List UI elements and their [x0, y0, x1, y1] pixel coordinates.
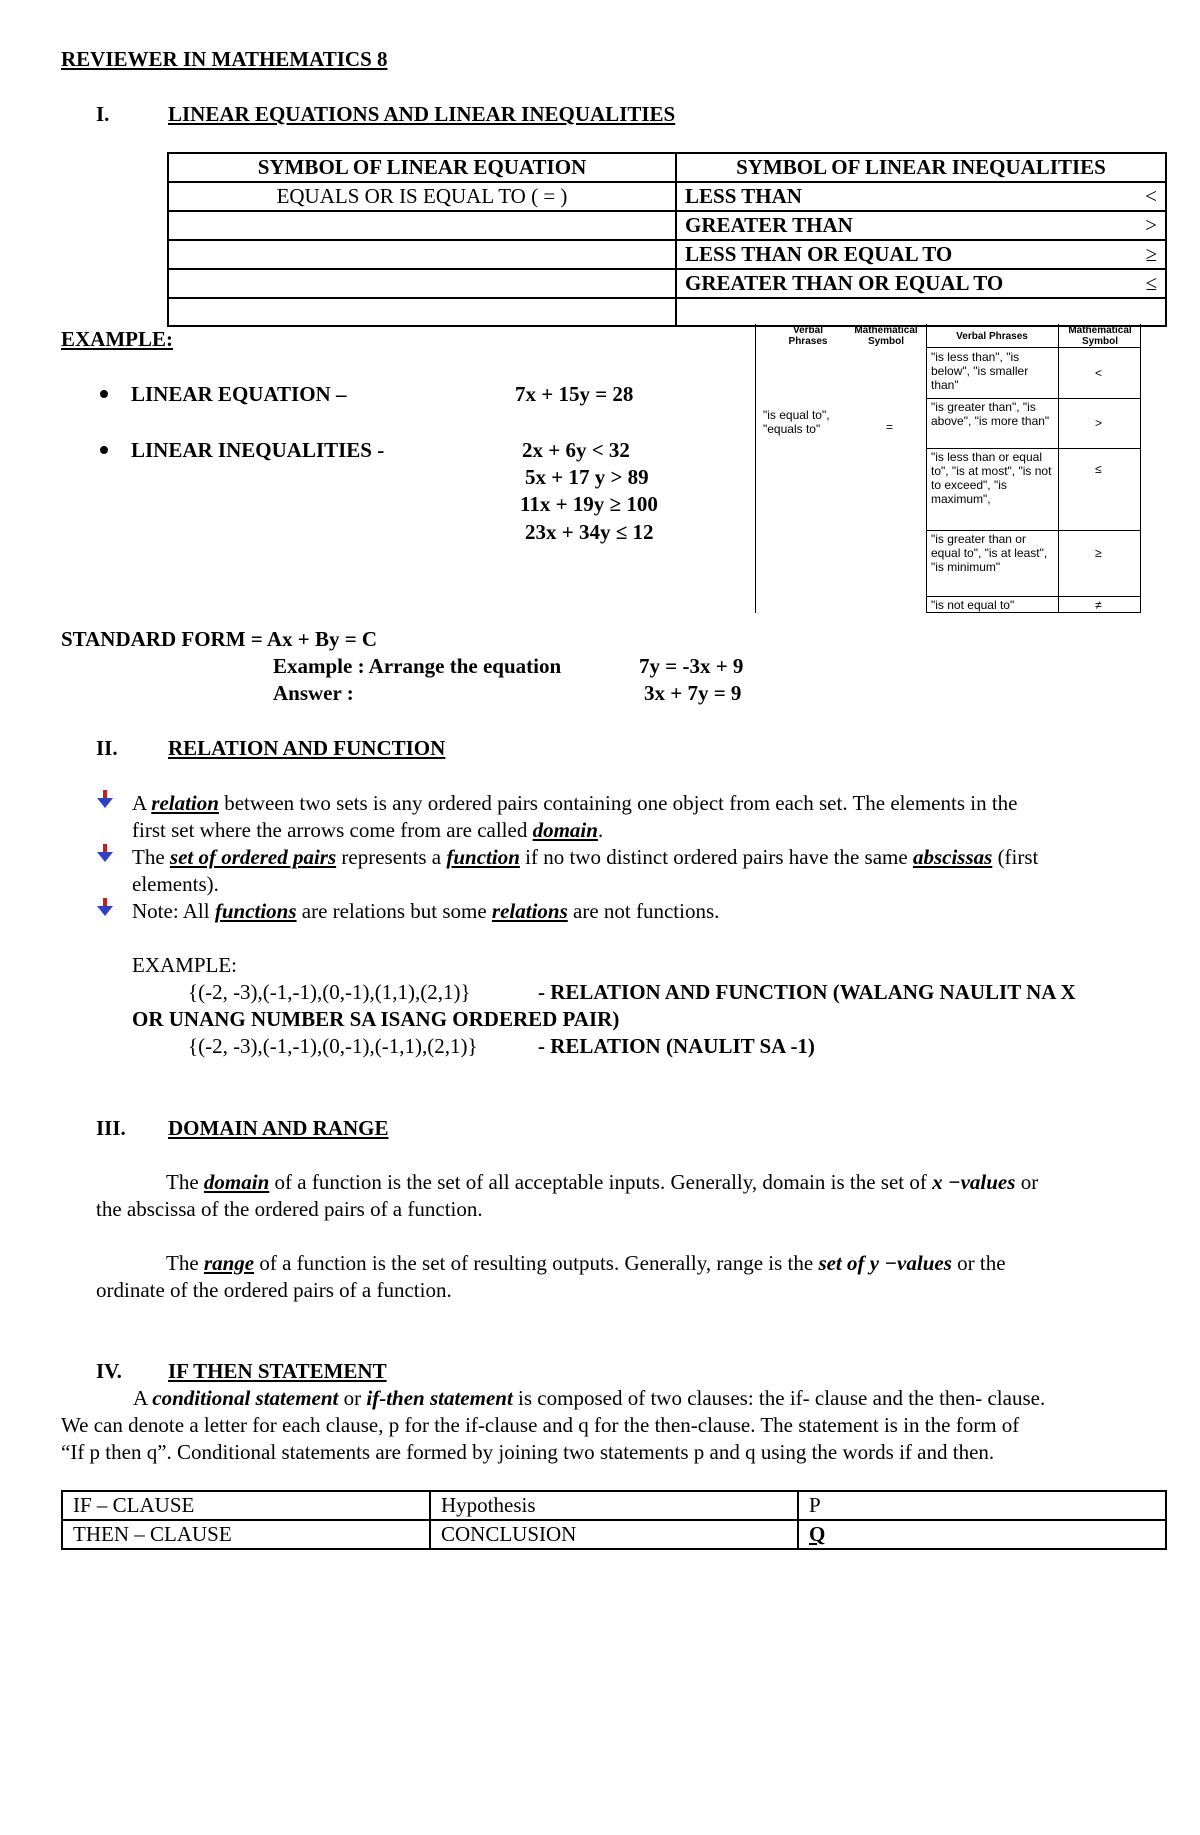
table-row-greater-equal: GREATER THAN OR EQUAL TO ≤	[676, 269, 1166, 298]
conclusion-cell: CONCLUSION	[430, 1520, 798, 1549]
verbal-row-symbol: ≤	[1095, 462, 1102, 476]
term-domain-def: domain	[203, 1170, 270, 1194]
std-answer-value: 3x + 7y = 9	[644, 681, 742, 705]
term-abscissas: abscissas	[912, 845, 993, 869]
term-if-then-statement: if-then statement	[366, 1386, 513, 1410]
table-cell-empty	[168, 211, 676, 240]
term-range: range	[203, 1251, 255, 1275]
section-2-number: II.	[96, 736, 118, 760]
term-relations: relations	[491, 899, 568, 923]
std-answer-label: Answer :	[273, 681, 354, 705]
arrow-down-icon	[97, 790, 113, 808]
section-2-heading: RELATION AND FUNCTION	[168, 736, 446, 760]
term-domain: domain	[532, 818, 598, 842]
arrow-down-icon	[97, 898, 113, 916]
verbal-left-symbol: =	[886, 420, 894, 434]
section-4-number: IV.	[96, 1359, 122, 1383]
inequality-3: 11x + 19y ≥ 100	[520, 492, 658, 516]
linear-equation-label: LINEAR EQUATION –	[131, 382, 347, 406]
example-1-set: {(-2, -3),(-1,-1),(0,-1),(1,1),(2,1)}	[188, 980, 471, 1004]
verbal-row-symbol: >	[1095, 416, 1103, 430]
inequality-4: 23x + 34y ≤ 12	[525, 520, 654, 544]
table-cell-empty	[676, 298, 1166, 326]
example-1-desc: - RELATION AND FUNCTION (WALANG NAULIT NA X	[538, 980, 1076, 1004]
verbal-row-phrases: "is less than or equal to", "is at most", "is not to exceed", "is maximum",	[931, 450, 1052, 506]
table-row-greater-than: GREATER THAN >	[676, 211, 1166, 240]
table-cell-empty	[168, 269, 676, 298]
verbal-header-2: Mathematical Symbol	[854, 325, 918, 347]
note-paragraph: Note: All functions are relations but some relations are not functions.	[132, 899, 720, 923]
example-label-2: EXAMPLE:	[132, 953, 237, 977]
term-functions: functions	[214, 899, 297, 923]
linear-inequalities-label: LINEAR INEQUALITIES -	[131, 438, 385, 462]
standard-form: STANDARD FORM = Ax + By = C	[61, 627, 378, 651]
inequality-1: 2x + 6y < 32	[522, 438, 630, 462]
table-row-less-than: LESS THAN <	[676, 182, 1166, 211]
page-title: REVIEWER IN MATHEMATICS 8	[61, 47, 388, 71]
example-label: EXAMPLE:	[61, 327, 173, 351]
if-clause-cell: IF – CLAUSE	[62, 1491, 430, 1520]
range-paragraph: The range of a function is the set of resulting outputs. Generally, range is the set of y −values or the ordinate of the ordered pairs of a function.	[96, 1251, 1006, 1302]
section-1-heading: LINEAR EQUATIONS AND LINEAR INEQUALITIES	[168, 102, 676, 126]
table-head-inequalities: SYMBOL OF LINEAR INEQUALITIES	[676, 153, 1166, 182]
section-3-heading: DOMAIN AND RANGE	[168, 1116, 389, 1140]
table-head-equation: SYMBOL OF LINEAR EQUATION	[168, 153, 676, 182]
table-cell-empty	[168, 298, 676, 326]
verbal-row-symbol: ≠	[1095, 598, 1102, 612]
verbal-header-4: Mathematical Symbol	[1068, 325, 1132, 347]
conditional-paragraph: A conditional statement or if-then statement is composed of two clauses: the if- clause and the then- clause. We can denote a letter for each clause, p for the if-clause and q for the then-clause. The statement is in the form of “If p then q”. Conditional statements are formed by joining two statements p and q using the words if and then.	[61, 1386, 1046, 1464]
verbal-row-phrases: "is greater than", "is above", "is more than"	[931, 400, 1050, 428]
verbal-row-phrases: "is less than", "is below", "is smaller than"	[931, 350, 1029, 392]
term-y-values: set of y −values	[818, 1251, 952, 1275]
example-2-desc: - RELATION (NAULIT SA -1)	[538, 1034, 815, 1058]
table-cell-equals: EQUALS OR IS EQUAL TO ( = )	[168, 182, 676, 211]
linear-symbols-table	[167, 152, 1167, 327]
verbal-header-3: Verbal Phrases	[956, 331, 1028, 342]
verbal-row-phrases: "is not equal to"	[931, 598, 1015, 612]
std-example-value: 7y = -3x + 9	[639, 654, 744, 678]
hypothesis-cell: Hypothesis	[430, 1491, 798, 1520]
term-x-values: x −values	[932, 1170, 1016, 1194]
verbal-left-phrase: "is equal to", "equals to"	[763, 408, 830, 436]
table-row-less-equal: LESS THAN OR EQUAL TO ≥	[676, 240, 1166, 269]
domain-paragraph: The domain of a function is the set of all acceptable inputs. Generally, domain is the set of x −values or the abscissa of the ordered pairs of a function.	[96, 1170, 1039, 1221]
table-cell-empty	[168, 240, 676, 269]
verbal-header-1: Verbal Phrases	[788, 325, 828, 347]
term-conditional-statement: conditional statement	[152, 1386, 339, 1410]
arrow-down-icon	[97, 844, 113, 862]
inequality-2: 5x + 17 y > 89	[525, 465, 649, 489]
verbal-row-symbol: <	[1095, 366, 1103, 380]
term-function: function	[446, 845, 520, 869]
relation-paragraph: A relation between two sets is any ordered pairs containing one object from each set. The elements in the first set where the arrows come from are called domain.	[132, 791, 1018, 842]
if-then-table	[61, 1490, 1167, 1550]
function-paragraph: The set of ordered pairs represents a function if no two distinct ordered pairs have the same abscissas (first elements).	[132, 845, 1039, 896]
verbal-row-phrases: "is greater than or equal to", "is at least", "is minimum"	[931, 532, 1048, 574]
table-row	[62, 1491, 1166, 1520]
term-set-of-ordered-pairs: set of ordered pairs	[169, 845, 337, 869]
std-example-label: Example : Arrange the equation	[273, 654, 562, 678]
section-1-number: I.	[96, 102, 110, 126]
verbal-row-symbol: ≥	[1095, 546, 1102, 560]
q-cell: Q	[798, 1520, 1166, 1549]
then-clause-cell: THEN – CLAUSE	[62, 1520, 430, 1549]
linear-equation-value: 7x + 15y = 28	[515, 382, 634, 406]
example-2-set: {(-2, -3),(-1,-1),(0,-1),(-1,1),(2,1)}	[188, 1034, 478, 1058]
example-1-desc-2: OR UNANG NUMBER SA ISANG ORDERED PAIR)	[132, 1007, 620, 1031]
p-cell: P	[798, 1491, 1166, 1520]
section-4-heading: IF THEN STATEMENT	[168, 1359, 387, 1383]
term-relation: relation	[151, 791, 219, 815]
verbal-phrases-table	[755, 324, 1141, 613]
table-row	[62, 1520, 1166, 1549]
bullet-icon	[100, 446, 108, 454]
section-3-number: III.	[96, 1116, 126, 1140]
bullet-icon	[100, 390, 108, 398]
